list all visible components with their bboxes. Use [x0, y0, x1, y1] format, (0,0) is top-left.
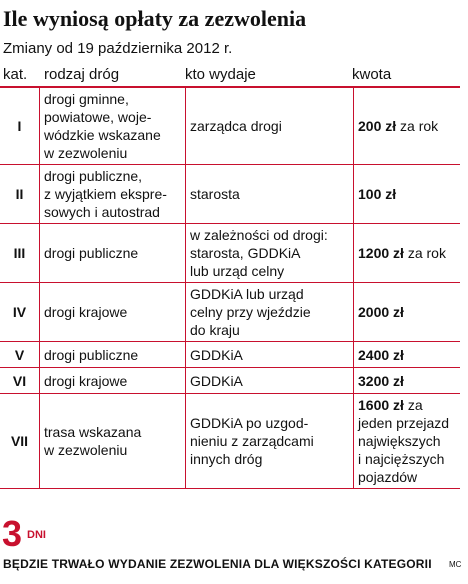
header-issuer: kto wydaje	[185, 66, 256, 83]
issuer-line: GDDKiA	[190, 372, 243, 389]
footer-unit: DNI	[27, 529, 46, 541]
amount-suffix: za	[403, 397, 423, 413]
table-row	[0, 224, 460, 283]
row-issuer	[186, 283, 354, 342]
row-issuer	[186, 224, 354, 283]
road-type-line: powiatowe, woje-	[44, 109, 152, 125]
row-issuer	[186, 394, 354, 489]
row-issuer	[186, 88, 354, 165]
road-type-line: w zezwoleniu	[44, 145, 128, 161]
row-amount	[354, 88, 461, 165]
row-amount	[354, 368, 461, 394]
row-category: III	[0, 224, 40, 283]
amount-value: 200 zł	[358, 118, 397, 134]
fees-table	[0, 88, 460, 489]
issuer-line: GDDKiA lub urząd	[190, 286, 304, 302]
issuer-line: nieniu z zarządcami	[190, 433, 314, 449]
amount-value: 100 zł	[358, 186, 397, 202]
footer-credit: MC	[449, 560, 462, 569]
header-road-type: rodzaj dróg	[44, 66, 120, 83]
amount-line	[358, 117, 456, 135]
road-type-line: wódzkie wskazane	[44, 127, 161, 143]
header-amount: kwota	[352, 66, 392, 83]
amount-value: 1600 zł	[358, 397, 404, 413]
page-title: Ile wyniosą opłaty za zezwolenia	[3, 6, 307, 31]
row-road-type	[40, 368, 186, 394]
issuer-line: lub urząd celny	[190, 263, 285, 279]
row-category: V	[0, 342, 40, 368]
road-type-line: z wyjątkiem ekspre-	[44, 186, 167, 202]
road-type-line: drogi publiczne	[44, 346, 139, 363]
row-road-type	[40, 342, 186, 368]
row-road-type	[40, 88, 186, 165]
amount-line	[358, 185, 456, 203]
road-type-line: w zezwoleniu	[44, 442, 128, 458]
row-category: I	[0, 88, 40, 165]
amount-value: 2400 zł	[358, 346, 404, 363]
amount-line	[358, 244, 456, 262]
row-road-type	[40, 165, 186, 224]
amount-line: jeden przejazd	[358, 415, 450, 431]
row-road-type	[40, 283, 186, 342]
row-category: VI	[0, 368, 40, 394]
footer-text: BĘDZIE TRWAŁO WYDANIE ZEZWOLENIA DLA WIĘKSZOŚCI KATEGORII	[3, 557, 432, 571]
table-row	[0, 342, 460, 368]
table-row	[0, 394, 460, 489]
amount-suffix: za rok	[403, 245, 446, 261]
table-row	[0, 165, 460, 224]
road-type-line: drogi publiczne	[44, 245, 139, 261]
table-row	[0, 283, 460, 342]
road-type-line: drogi krajowe	[44, 372, 128, 389]
amount-line: pojazdów	[358, 469, 418, 485]
road-type-line: drogi krajowe	[44, 304, 128, 320]
issuer-line: starosta	[190, 186, 240, 202]
table-row	[0, 88, 460, 165]
amount-value: 2000 zł	[358, 304, 404, 320]
issuer-line: do kraju	[190, 322, 240, 338]
amount-value: 3200 zł	[358, 372, 404, 389]
fees-table-body	[0, 88, 460, 489]
amount-line: największych	[358, 433, 441, 449]
amount-line	[358, 303, 456, 321]
subtitle: Zmiany od 19 października 2012 r.	[3, 40, 233, 57]
row-issuer	[186, 165, 354, 224]
issuer-line: innych dróg	[190, 451, 263, 467]
road-type-line: sowych i autostrad	[44, 204, 160, 220]
road-type-line: drogi publiczne,	[44, 168, 143, 184]
issuer-line: w zależności od drogi:	[190, 227, 328, 243]
row-category: II	[0, 165, 40, 224]
row-category: VII	[0, 394, 40, 489]
header-category: kat.	[3, 66, 28, 83]
issuer-line: celny przy wjeździe	[190, 304, 311, 320]
amount-value: 1200 zł	[358, 245, 404, 261]
row-issuer	[186, 368, 354, 394]
row-road-type	[40, 394, 186, 489]
road-type-line: drogi gminne,	[44, 91, 129, 107]
row-amount	[354, 165, 461, 224]
row-amount	[354, 224, 461, 283]
issuer-line: starosta, GDDKiA	[190, 245, 301, 261]
amount-line	[358, 396, 456, 414]
row-road-type	[40, 224, 186, 283]
amount-suffix: za rok	[396, 118, 439, 134]
row-category: IV	[0, 283, 40, 342]
amount-line	[358, 372, 456, 390]
footer-number: 3	[2, 513, 23, 554]
amount-line	[358, 346, 456, 364]
issuer-line: zarządca drogi	[190, 118, 282, 134]
road-type-line: trasa wskazana	[44, 424, 142, 440]
row-amount	[354, 283, 461, 342]
issuer-line: GDDKiA po uzgod-	[190, 415, 309, 431]
amount-line: i najcięższych	[358, 451, 445, 467]
row-amount	[354, 342, 461, 368]
row-amount	[354, 394, 461, 489]
row-issuer	[186, 342, 354, 368]
table-row	[0, 368, 460, 394]
issuer-line: GDDKiA	[190, 346, 243, 363]
